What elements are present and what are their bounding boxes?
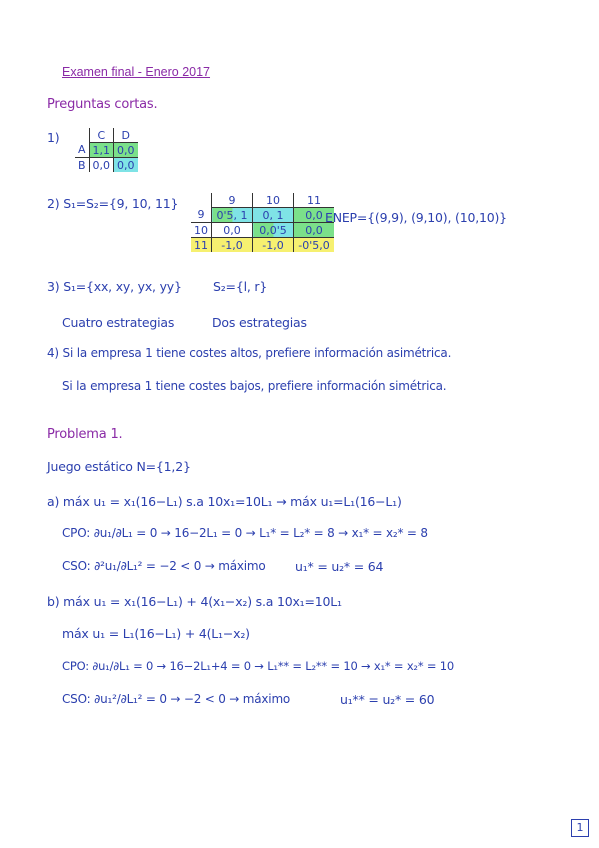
q4-line1: 4) Si la empresa 1 tiene costes altos, prefiere información asimétrica. [47, 346, 452, 360]
part-b-line1: b) máx u₁ = x₁(16−L₁) + 4(x₁−x₂) s.a 10x₁=10L₁ [47, 594, 342, 609]
q1-row-header: A [75, 143, 89, 158]
exam-title: Examen final - Enero 2017 [62, 65, 211, 79]
q1-payoff-table [75, 128, 138, 172]
q2-cell: 0'5, 1 [212, 208, 253, 223]
q2-cell: 0,0 [294, 223, 335, 238]
part-b-cso: CSO: ∂u₁²/∂L₁² = 0 → −2 < 0 → máximo [62, 692, 291, 706]
q2-cell: 0,0'5 [253, 223, 294, 238]
q2-col-header: 9 [212, 193, 253, 208]
q2-cell: 0,0 [294, 208, 335, 223]
part-a-line1: a) máx u₁ = x₁(16−L₁) s.a 10x₁=10L₁ → máx u₁=L₁(16−L₁) [47, 494, 402, 509]
q1-col-header: C [89, 128, 114, 143]
q1-col-header: D [114, 128, 138, 143]
q2-col-header: 11 [294, 193, 335, 208]
q2-row-header: 10 [191, 223, 212, 238]
q4-line2: Si la empresa 1 tiene costes bajos, prefiere información simétrica. [62, 379, 447, 393]
q2-strategy-sets: 2) S₁=S₂={9, 10, 11} [47, 196, 179, 211]
part-a-cso: CSO: ∂²u₁/∂L₁² = −2 < 0 → máximo [62, 559, 266, 573]
q2-cell: 0, 1 [253, 208, 294, 223]
q2-row-header: 11 [191, 238, 212, 253]
q1-cell: 1,1 [89, 143, 114, 158]
q2-col-header: 10 [253, 193, 294, 208]
part-b-result: u₁** = u₂* = 60 [340, 692, 435, 707]
q2-cell: -1,0 [253, 238, 294, 253]
q1-cell: 0,0 [89, 158, 114, 173]
q1-number: 1) [47, 130, 60, 145]
q2-payoff-table [191, 193, 334, 252]
q3-s1: 3) S₁={xx, xy, yx, yy} [47, 279, 182, 294]
q2-cell: 0,0 [212, 223, 253, 238]
q2-cell: -1,0 [212, 238, 253, 253]
q1-row-header: B [75, 158, 89, 173]
q2-cell: -0'5,0 [298, 238, 330, 252]
part-a-cpo: CPO: ∂u₁/∂L₁ = 0 → 16−2L₁ = 0 → L₁* = L₂* = 8 → x₁* = x₂* = 8 [62, 526, 428, 540]
part-b-cpo: CPO: ∂u₁/∂L₁ = 0 → 16−2L₁+4 = 0 → L₁** = L₂** = 10 → x₁* = x₂* = 10 [62, 659, 454, 673]
q2-row-header: 9 [191, 208, 212, 223]
q1-cell: 0,0 [114, 143, 138, 158]
section-title-short-questions: Preguntas cortas. [47, 97, 158, 112]
q3-s2: S₂={l, r} [213, 279, 268, 294]
page-number: 1 [571, 819, 589, 837]
q2-enep-answer: ENEP={(9,9), (9,10), (10,10)} [325, 210, 507, 225]
problem-subtitle: Juego estático N={1,2} [47, 459, 191, 474]
part-a-result: u₁* = u₂* = 64 [295, 559, 384, 574]
q1-cell: 0,0 [114, 158, 138, 173]
q3-note-two: Dos estrategias [212, 315, 307, 330]
q3-note-four: Cuatro estrategias [62, 315, 175, 330]
part-b-line2: máx u₁ = L₁(16−L₁) + 4(L₁−x₂) [62, 626, 250, 641]
problem-title: Problema 1. [47, 427, 123, 442]
